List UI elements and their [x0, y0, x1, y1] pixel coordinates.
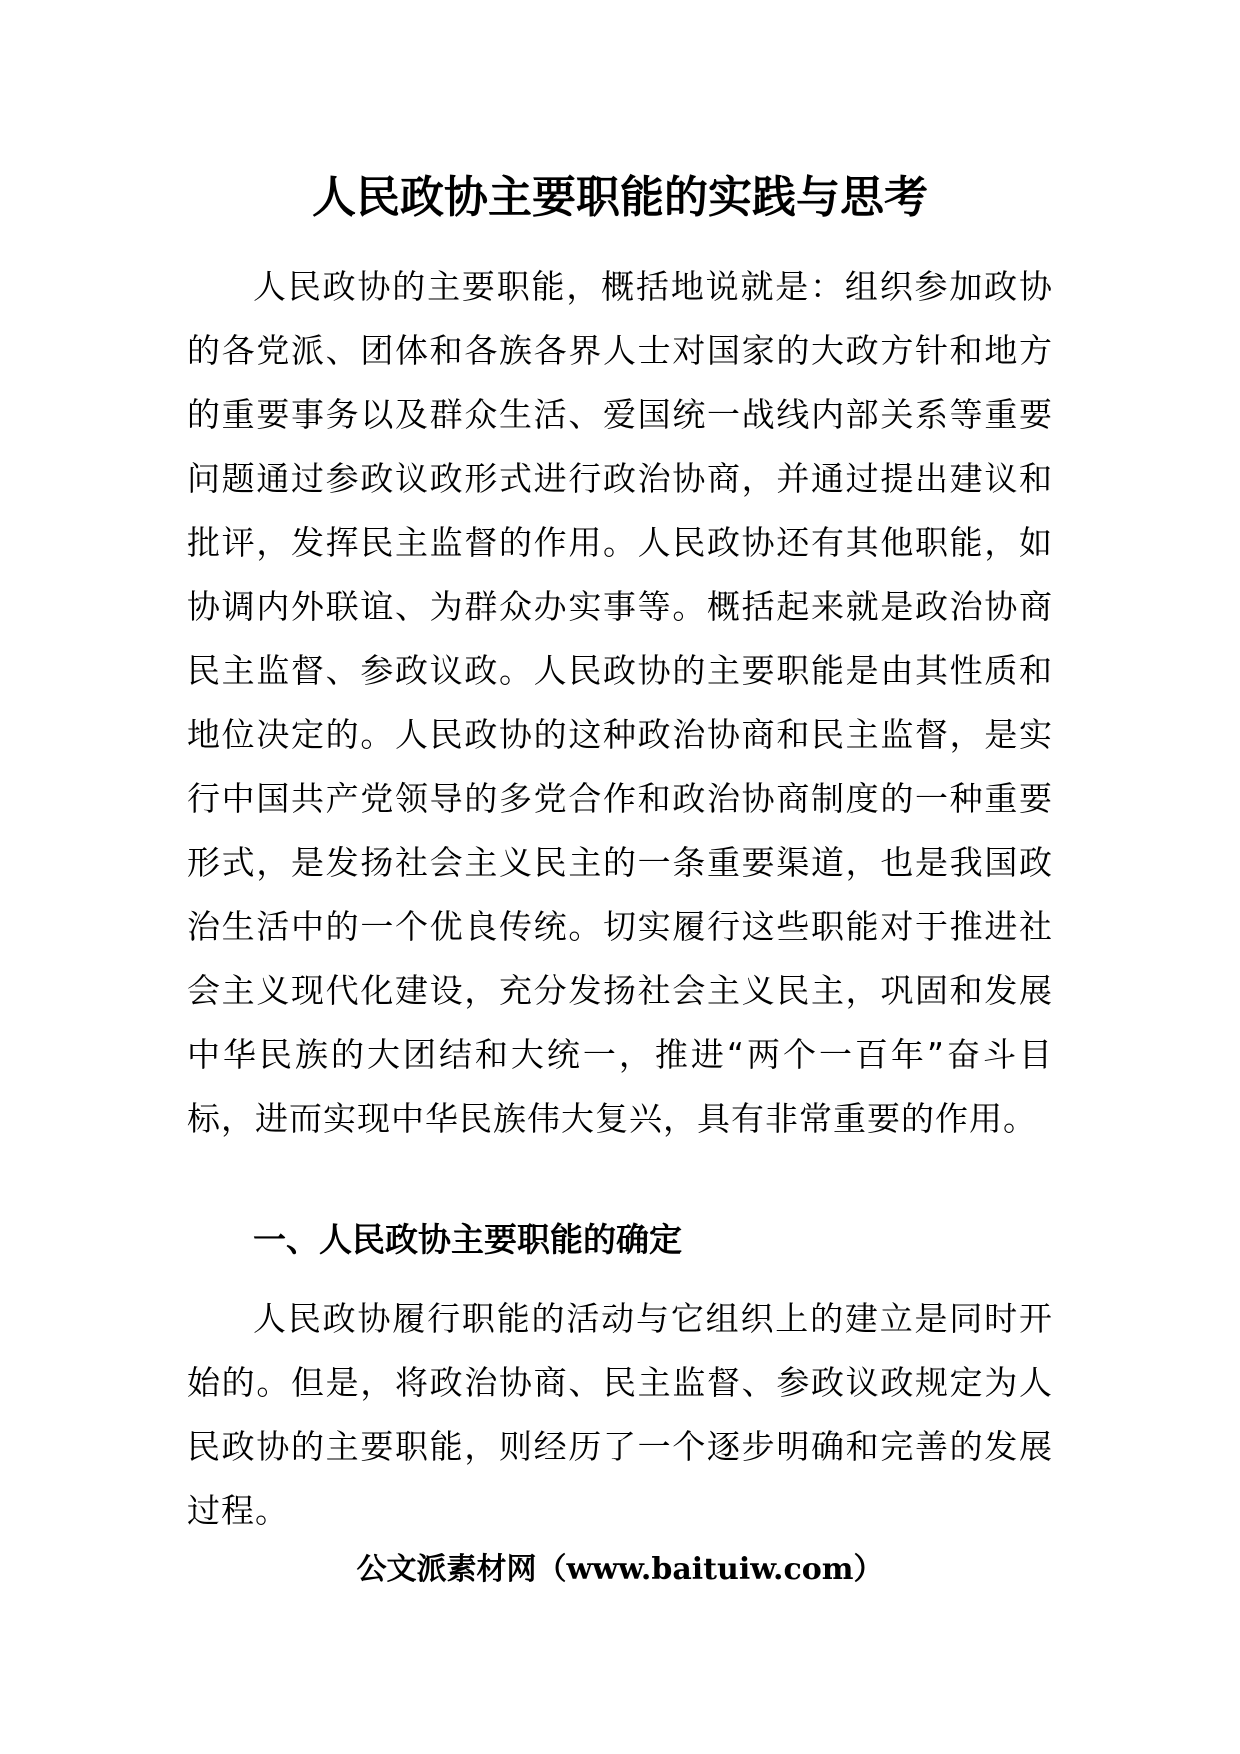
- paragraph-line: 始的。但是，将政治协商、民主监督、参政议政规定为人: [187, 1363, 1053, 1402]
- paragraph-line: 协调内外联谊、为群众办实事等。概括起来就是政治协商: [187, 587, 1053, 626]
- paragraph-line: 行中国共产党领导的多党合作和政治协商制度的一种重要: [187, 779, 1053, 818]
- document-title: 人民政协主要职能的实践与思考: [312, 172, 928, 223]
- paragraph-line: 批评，发挥民主监督的作用。人民政协还有其他职能，如: [187, 523, 1053, 562]
- paragraph-line: 人民政协履行职能的活动与它组织上的建立是同时开: [253, 1299, 1053, 1338]
- paragraph-line: 地位决定的。人民政协的这种政治协商和民主监督，是实: [187, 715, 1053, 754]
- paragraph-section-one: [187, 1287, 1053, 1543]
- paragraph-line: 问题通过参政议政形式进行政治协商，并通过提出建议和: [187, 459, 1053, 498]
- paragraph-line: 中华民族的大团结和大统一，推进“两个一百年”奋斗目: [187, 1035, 1053, 1074]
- footer-source: 公文派素材网（www.baituiw.com）: [356, 1552, 884, 1587]
- paragraph-line: 治生活中的一个优良传统。切实履行这些职能对于推进社: [187, 907, 1053, 946]
- section-heading: 一、人民政协主要职能的确定: [253, 1220, 682, 1259]
- paragraph-line: 过程。: [187, 1491, 289, 1530]
- paragraph-line: 的重要事务以及群众生活、爱国统一战线内部关系等重要: [187, 395, 1053, 434]
- paragraph-line: 形式，是发扬社会主义民主的一条重要渠道，也是我国政: [187, 843, 1053, 882]
- paragraph-line: 会主义现代化建设，充分发扬社会主义民主，巩固和发展: [187, 971, 1053, 1010]
- paragraph-line: 的各党派、团体和各族各界人士对国家的大政方针和地方: [187, 331, 1053, 370]
- paragraph-line: 人民政协的主要职能，概括地说就是：组织参加政协: [253, 267, 1053, 306]
- paragraph-line: 民主监督、参政议政。人民政协的主要职能是由其性质和: [187, 651, 1053, 690]
- paragraph-line: 民政协的主要职能，则经历了一个逐步明确和完善的发展: [187, 1427, 1053, 1466]
- paragraph-intro: [187, 255, 1053, 1151]
- paragraph-line: 标，进而实现中华民族伟大复兴，具有非常重要的作用。: [187, 1099, 1037, 1138]
